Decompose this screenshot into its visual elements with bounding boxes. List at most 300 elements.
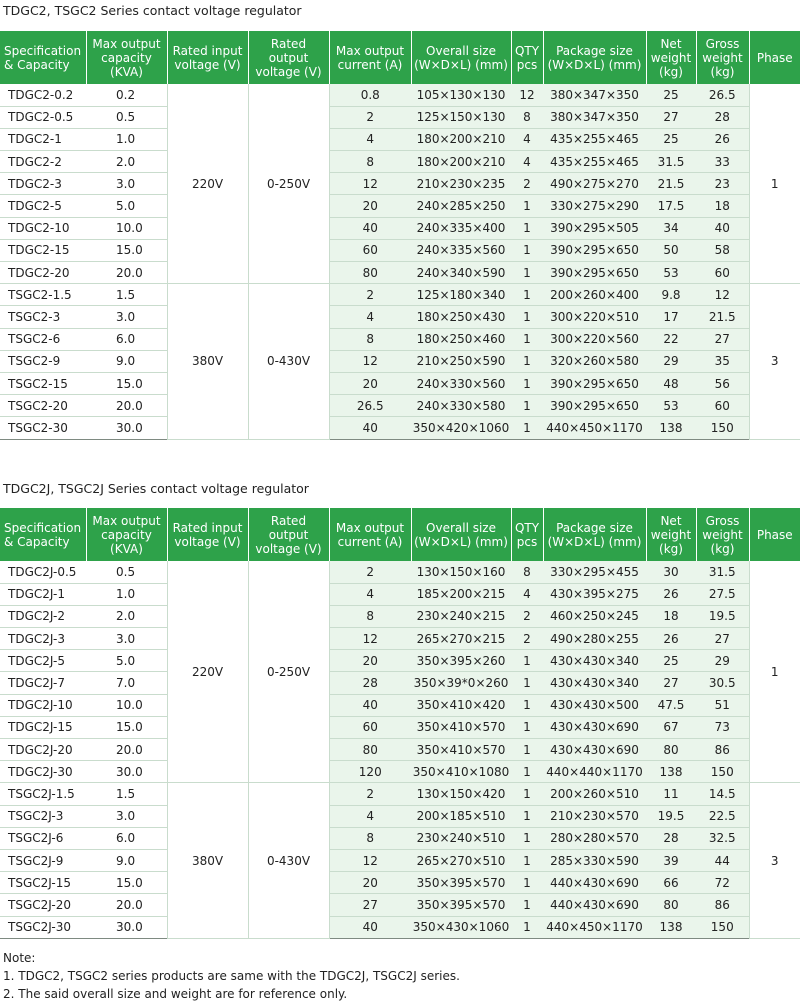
model-cell: TSGC2J-30 (0, 916, 86, 938)
input-voltage-cell: 380V (167, 284, 248, 439)
model-cell: TDGC2J-5 (0, 650, 86, 672)
overall-size-cell: 350×410×570 (411, 716, 511, 738)
overall-size-cell: 265×270×215 (411, 628, 511, 650)
package-size-cell: 430×430×690 (543, 716, 646, 738)
qty-cell: 1 (511, 805, 543, 827)
current-cell: 4 (329, 128, 411, 150)
overall-size-cell: 180×250×430 (411, 306, 511, 328)
output-voltage-cell: 0-430V (248, 783, 329, 938)
model-cell: TDGC2J-7 (0, 672, 86, 694)
col-header: Rated input voltage (V) (167, 31, 248, 84)
overall-size-cell: 350×395×570 (411, 872, 511, 894)
package-size-cell: 390×295×650 (543, 262, 646, 284)
overall-size-cell: 265×270×510 (411, 849, 511, 871)
gross-weight-cell: 31.5 (696, 561, 749, 583)
package-size-cell: 440×430×690 (543, 872, 646, 894)
capacity-cell: 30.0 (86, 916, 167, 938)
current-cell: 2 (329, 783, 411, 805)
capacity-cell: 30.0 (86, 417, 167, 439)
net-weight-cell: 48 (646, 372, 696, 394)
model-cell: TDGC2-3 (0, 173, 86, 195)
net-weight-cell: 80 (646, 739, 696, 761)
table-row (0, 872, 800, 894)
qty-cell: 2 (511, 173, 543, 195)
phase-cell: 3 (749, 284, 800, 439)
overall-size-cell: 230×240×215 (411, 605, 511, 627)
capacity-cell: 6.0 (86, 827, 167, 849)
capacity-cell: 20.0 (86, 395, 167, 417)
model-cell: TSGC2-9 (0, 350, 86, 372)
qty-cell: 4 (511, 151, 543, 173)
gross-weight-cell: 150 (696, 417, 749, 439)
gross-weight-cell: 150 (696, 916, 749, 938)
qty-cell: 12 (511, 84, 543, 106)
qty-cell: 8 (511, 561, 543, 583)
package-size-cell: 280×280×570 (543, 827, 646, 849)
table-row (0, 217, 800, 239)
overall-size-cell: 350×410×420 (411, 694, 511, 716)
package-size-cell: 490×280×255 (543, 628, 646, 650)
current-cell: 8 (329, 328, 411, 350)
current-cell: 2 (329, 284, 411, 306)
table-row (0, 761, 800, 783)
current-cell: 80 (329, 739, 411, 761)
output-voltage-cell: 0-430V (248, 284, 329, 439)
current-cell: 40 (329, 417, 411, 439)
header-row (0, 508, 800, 561)
net-weight-cell: 34 (646, 217, 696, 239)
net-weight-cell: 138 (646, 417, 696, 439)
col-header: Overall size (W×D×L) (mm) (411, 31, 511, 84)
current-cell: 20 (329, 650, 411, 672)
table-row (0, 716, 800, 738)
qty-cell: 1 (511, 650, 543, 672)
capacity-cell: 20.0 (86, 262, 167, 284)
col-header: Package size (W×D×L) (mm) (543, 31, 646, 84)
table-row (0, 262, 800, 284)
package-size-cell: 440×450×1170 (543, 417, 646, 439)
table-row (0, 195, 800, 217)
col-header: Max output current (A) (329, 508, 411, 561)
col-header: Max output capacity (KVA) (86, 508, 167, 561)
net-weight-cell: 26 (646, 628, 696, 650)
col-header: Rated input voltage (V) (167, 508, 248, 561)
capacity-cell: 0.2 (86, 84, 167, 106)
capacity-cell: 6.0 (86, 328, 167, 350)
package-size-cell: 330×275×290 (543, 195, 646, 217)
current-cell: 12 (329, 350, 411, 372)
model-cell: TSGC2J-6 (0, 827, 86, 849)
col-header: Overall size (W×D×L) (mm) (411, 508, 511, 561)
qty-cell: 1 (511, 694, 543, 716)
overall-size-cell: 180×200×210 (411, 128, 511, 150)
net-weight-cell: 30 (646, 561, 696, 583)
package-size-cell: 200×260×400 (543, 284, 646, 306)
net-weight-cell: 17.5 (646, 195, 696, 217)
qty-cell: 1 (511, 306, 543, 328)
table-row (0, 284, 800, 306)
net-weight-cell: 26 (646, 583, 696, 605)
table-row (0, 372, 800, 394)
capacity-cell: 20.0 (86, 739, 167, 761)
net-weight-cell: 67 (646, 716, 696, 738)
current-cell: 0.8 (329, 84, 411, 106)
gross-weight-cell: 30.5 (696, 672, 749, 694)
gross-weight-cell: 27 (696, 328, 749, 350)
model-cell: TDGC2-1 (0, 128, 86, 150)
model-cell: TSGC2-15 (0, 372, 86, 394)
package-size-cell: 390×295×650 (543, 395, 646, 417)
capacity-cell: 3.0 (86, 173, 167, 195)
package-size-cell: 440×430×690 (543, 894, 646, 916)
gross-weight-cell: 56 (696, 372, 749, 394)
net-weight-cell: 53 (646, 262, 696, 284)
net-weight-cell: 19.5 (646, 805, 696, 827)
col-header: Specification & Capacity (0, 508, 86, 561)
capacity-cell: 15.0 (86, 872, 167, 894)
current-cell: 26.5 (329, 395, 411, 417)
net-weight-cell: 80 (646, 894, 696, 916)
col-header: Net weight (kg) (646, 31, 696, 84)
gross-weight-cell: 32.5 (696, 827, 749, 849)
table-row (0, 628, 800, 650)
gross-weight-cell: 72 (696, 872, 749, 894)
model-cell: TSGC2-1.5 (0, 284, 86, 306)
table-row (0, 805, 800, 827)
col-header: Gross weight (kg) (696, 508, 749, 561)
output-voltage-cell: 0-250V (248, 561, 329, 783)
gross-weight-cell: 44 (696, 849, 749, 871)
capacity-cell: 15.0 (86, 716, 167, 738)
model-cell: TDGC2J-3 (0, 628, 86, 650)
model-cell: TSGC2-3 (0, 306, 86, 328)
net-weight-cell: 25 (646, 128, 696, 150)
col-header: Specification & Capacity (0, 31, 86, 84)
package-size-cell: 390×295×650 (543, 372, 646, 394)
col-header: Package size (W×D×L) (mm) (543, 508, 646, 561)
gross-weight-cell: 27 (696, 628, 749, 650)
gross-weight-cell: 26.5 (696, 84, 749, 106)
package-size-cell: 300×220×560 (543, 328, 646, 350)
capacity-cell: 7.0 (86, 672, 167, 694)
package-size-cell: 300×220×510 (543, 306, 646, 328)
overall-size-cell: 210×250×590 (411, 350, 511, 372)
table-row (0, 328, 800, 350)
qty-cell: 1 (511, 217, 543, 239)
current-cell: 60 (329, 716, 411, 738)
qty-cell: 1 (511, 350, 543, 372)
model-cell: TDGC2J-15 (0, 716, 86, 738)
overall-size-cell: 240×330×580 (411, 395, 511, 417)
table-row (0, 783, 800, 805)
gross-weight-cell: 86 (696, 894, 749, 916)
package-size-cell: 490×275×270 (543, 173, 646, 195)
gross-weight-cell: 40 (696, 217, 749, 239)
col-header: Rated output voltage (V) (248, 508, 329, 561)
qty-cell: 8 (511, 106, 543, 128)
overall-size-cell: 240×335×560 (411, 239, 511, 261)
phase-cell: 1 (749, 561, 800, 783)
current-cell: 4 (329, 583, 411, 605)
capacity-cell: 1.5 (86, 783, 167, 805)
package-size-cell: 285×330×590 (543, 849, 646, 871)
qty-cell: 2 (511, 605, 543, 627)
overall-size-cell: 350×410×570 (411, 739, 511, 761)
capacity-cell: 3.0 (86, 805, 167, 827)
gross-weight-cell: 150 (696, 761, 749, 783)
phase-cell: 1 (749, 84, 800, 284)
table-title-tdgc2: TDGC2, TSGC2 Series contact voltage regulator (3, 3, 302, 18)
model-cell: TSGC2J-1.5 (0, 783, 86, 805)
col-header: QTY pcs (511, 508, 543, 561)
table-row (0, 672, 800, 694)
qty-cell: 1 (511, 894, 543, 916)
gross-weight-cell: 19.5 (696, 605, 749, 627)
net-weight-cell: 25 (646, 84, 696, 106)
gross-weight-cell: 86 (696, 739, 749, 761)
current-cell: 12 (329, 173, 411, 195)
spec-table-tdgc2 (0, 31, 800, 440)
current-cell: 8 (329, 605, 411, 627)
net-weight-cell: 27 (646, 106, 696, 128)
qty-cell: 1 (511, 716, 543, 738)
overall-size-cell: 125×180×340 (411, 284, 511, 306)
net-weight-cell: 9.8 (646, 284, 696, 306)
qty-cell: 1 (511, 328, 543, 350)
qty-cell: 2 (511, 628, 543, 650)
net-weight-cell: 25 (646, 650, 696, 672)
gross-weight-cell: 28 (696, 106, 749, 128)
model-cell: TSGC2J-20 (0, 894, 86, 916)
model-cell: TDGC2J-10 (0, 694, 86, 716)
net-weight-cell: 11 (646, 783, 696, 805)
net-weight-cell: 66 (646, 872, 696, 894)
package-size-cell: 430×430×690 (543, 739, 646, 761)
gross-weight-cell: 29 (696, 650, 749, 672)
current-cell: 40 (329, 217, 411, 239)
current-cell: 12 (329, 849, 411, 871)
package-size-cell: 440×440×1170 (543, 761, 646, 783)
table-row (0, 650, 800, 672)
package-size-cell: 430×430×340 (543, 650, 646, 672)
capacity-cell: 5.0 (86, 650, 167, 672)
model-cell: TDGC2J-2 (0, 605, 86, 627)
capacity-cell: 30.0 (86, 761, 167, 783)
gross-weight-cell: 22.5 (696, 805, 749, 827)
gross-weight-cell: 51 (696, 694, 749, 716)
model-cell: TDGC2-10 (0, 217, 86, 239)
package-size-cell: 390×295×505 (543, 217, 646, 239)
current-cell: 20 (329, 372, 411, 394)
capacity-cell: 10.0 (86, 217, 167, 239)
qty-cell: 1 (511, 195, 543, 217)
qty-cell: 1 (511, 827, 543, 849)
capacity-cell: 2.0 (86, 151, 167, 173)
net-weight-cell: 53 (646, 395, 696, 417)
input-voltage-cell: 220V (167, 561, 248, 783)
net-weight-cell: 21.5 (646, 173, 696, 195)
current-cell: 28 (329, 672, 411, 694)
qty-cell: 1 (511, 872, 543, 894)
col-header: Gross weight (kg) (696, 31, 749, 84)
table-row (0, 84, 800, 106)
overall-size-cell: 350×430×1060 (411, 916, 511, 938)
col-header: Rated output voltage (V) (248, 31, 329, 84)
model-cell: TDGC2-15 (0, 239, 86, 261)
package-size-cell: 320×260×580 (543, 350, 646, 372)
qty-cell: 1 (511, 395, 543, 417)
input-voltage-cell: 220V (167, 84, 248, 284)
table-row (0, 694, 800, 716)
qty-cell: 1 (511, 739, 543, 761)
net-weight-cell: 17 (646, 306, 696, 328)
model-cell: TDGC2-0.5 (0, 106, 86, 128)
net-weight-cell: 39 (646, 849, 696, 871)
qty-cell: 1 (511, 849, 543, 871)
gross-weight-cell: 27.5 (696, 583, 749, 605)
capacity-cell: 2.0 (86, 605, 167, 627)
package-size-cell: 435×255×465 (543, 128, 646, 150)
net-weight-cell: 29 (646, 350, 696, 372)
package-size-cell: 390×295×650 (543, 239, 646, 261)
current-cell: 4 (329, 805, 411, 827)
package-size-cell: 380×347×350 (543, 106, 646, 128)
overall-size-cell: 350×395×260 (411, 650, 511, 672)
table-row (0, 151, 800, 173)
current-cell: 12 (329, 628, 411, 650)
model-cell: TSGC2J-15 (0, 872, 86, 894)
package-size-cell: 210×230×570 (543, 805, 646, 827)
current-cell: 8 (329, 151, 411, 173)
current-cell: 27 (329, 894, 411, 916)
qty-cell: 1 (511, 916, 543, 938)
table-title-tdgc2j: TDGC2J, TSGC2J Series contact voltage regulator (3, 481, 309, 496)
col-header: Max output current (A) (329, 31, 411, 84)
overall-size-cell: 350×410×1080 (411, 761, 511, 783)
current-cell: 120 (329, 761, 411, 783)
current-cell: 40 (329, 916, 411, 938)
overall-size-cell: 230×240×510 (411, 827, 511, 849)
table-row (0, 916, 800, 938)
package-size-cell: 430×395×275 (543, 583, 646, 605)
package-size-cell: 460×250×245 (543, 605, 646, 627)
table-row (0, 306, 800, 328)
col-header: Phase (749, 508, 800, 561)
model-cell: TSGC2-20 (0, 395, 86, 417)
gross-weight-cell: 60 (696, 262, 749, 284)
package-size-cell: 440×450×1170 (543, 916, 646, 938)
qty-cell: 4 (511, 128, 543, 150)
current-cell: 20 (329, 872, 411, 894)
notes-heading: Note: (3, 951, 36, 965)
overall-size-cell: 130×150×160 (411, 561, 511, 583)
qty-cell: 1 (511, 372, 543, 394)
capacity-cell: 3.0 (86, 628, 167, 650)
overall-size-cell: 180×200×210 (411, 151, 511, 173)
qty-cell: 1 (511, 284, 543, 306)
overall-size-cell: 125×150×130 (411, 106, 511, 128)
header-row (0, 31, 800, 84)
package-size-cell: 200×260×510 (543, 783, 646, 805)
model-cell: TDGC2-20 (0, 262, 86, 284)
gross-weight-cell: 14.5 (696, 783, 749, 805)
net-weight-cell: 47.5 (646, 694, 696, 716)
col-header: Phase (749, 31, 800, 84)
qty-cell: 1 (511, 761, 543, 783)
col-header: Net weight (kg) (646, 508, 696, 561)
package-size-cell: 430×430×340 (543, 672, 646, 694)
model-cell: TDGC2-5 (0, 195, 86, 217)
net-weight-cell: 18 (646, 605, 696, 627)
overall-size-cell: 210×230×235 (411, 173, 511, 195)
gross-weight-cell: 21.5 (696, 306, 749, 328)
overall-size-cell: 200×185×510 (411, 805, 511, 827)
gross-weight-cell: 58 (696, 239, 749, 261)
capacity-cell: 9.0 (86, 350, 167, 372)
note-2: 2. The said overall size and weight are for reference only. (3, 987, 348, 1001)
overall-size-cell: 130×150×420 (411, 783, 511, 805)
overall-size-cell: 185×200×215 (411, 583, 511, 605)
notes (3, 949, 460, 1003)
overall-size-cell: 350×39*0×260 (411, 672, 511, 694)
col-header: Max output capacity (KVA) (86, 31, 167, 84)
capacity-cell: 3.0 (86, 306, 167, 328)
capacity-cell: 20.0 (86, 894, 167, 916)
table-row (0, 561, 800, 583)
qty-cell: 1 (511, 417, 543, 439)
model-cell: TDGC2-2 (0, 151, 86, 173)
gross-weight-cell: 26 (696, 128, 749, 150)
net-weight-cell: 138 (646, 916, 696, 938)
gross-weight-cell: 73 (696, 716, 749, 738)
table-row (0, 894, 800, 916)
current-cell: 4 (329, 306, 411, 328)
qty-cell: 1 (511, 783, 543, 805)
package-size-cell: 430×430×500 (543, 694, 646, 716)
net-weight-cell: 50 (646, 239, 696, 261)
capacity-cell: 9.0 (86, 849, 167, 871)
gross-weight-cell: 18 (696, 195, 749, 217)
net-weight-cell: 31.5 (646, 151, 696, 173)
qty-cell: 4 (511, 583, 543, 605)
current-cell: 8 (329, 827, 411, 849)
net-weight-cell: 28 (646, 827, 696, 849)
table-row (0, 239, 800, 261)
table-row (0, 395, 800, 417)
table-row (0, 827, 800, 849)
current-cell: 60 (329, 239, 411, 261)
overall-size-cell: 105×130×130 (411, 84, 511, 106)
overall-size-cell: 240×335×400 (411, 217, 511, 239)
model-cell: TSGC2J-9 (0, 849, 86, 871)
gross-weight-cell: 12 (696, 284, 749, 306)
output-voltage-cell: 0-250V (248, 84, 329, 284)
net-weight-cell: 22 (646, 328, 696, 350)
gross-weight-cell: 33 (696, 151, 749, 173)
table-row (0, 417, 800, 439)
package-size-cell: 435×255×465 (543, 151, 646, 173)
gross-weight-cell: 23 (696, 173, 749, 195)
capacity-cell: 0.5 (86, 561, 167, 583)
capacity-cell: 1.5 (86, 284, 167, 306)
model-cell: TDGC2J-20 (0, 739, 86, 761)
note-1: 1. TDGC2, TSGC2 series products are same with the TDGC2J, TSGC2J series. (3, 969, 460, 983)
overall-size-cell: 240×285×250 (411, 195, 511, 217)
overall-size-cell: 240×330×560 (411, 372, 511, 394)
table-row (0, 350, 800, 372)
qty-cell: 1 (511, 672, 543, 694)
capacity-cell: 10.0 (86, 694, 167, 716)
